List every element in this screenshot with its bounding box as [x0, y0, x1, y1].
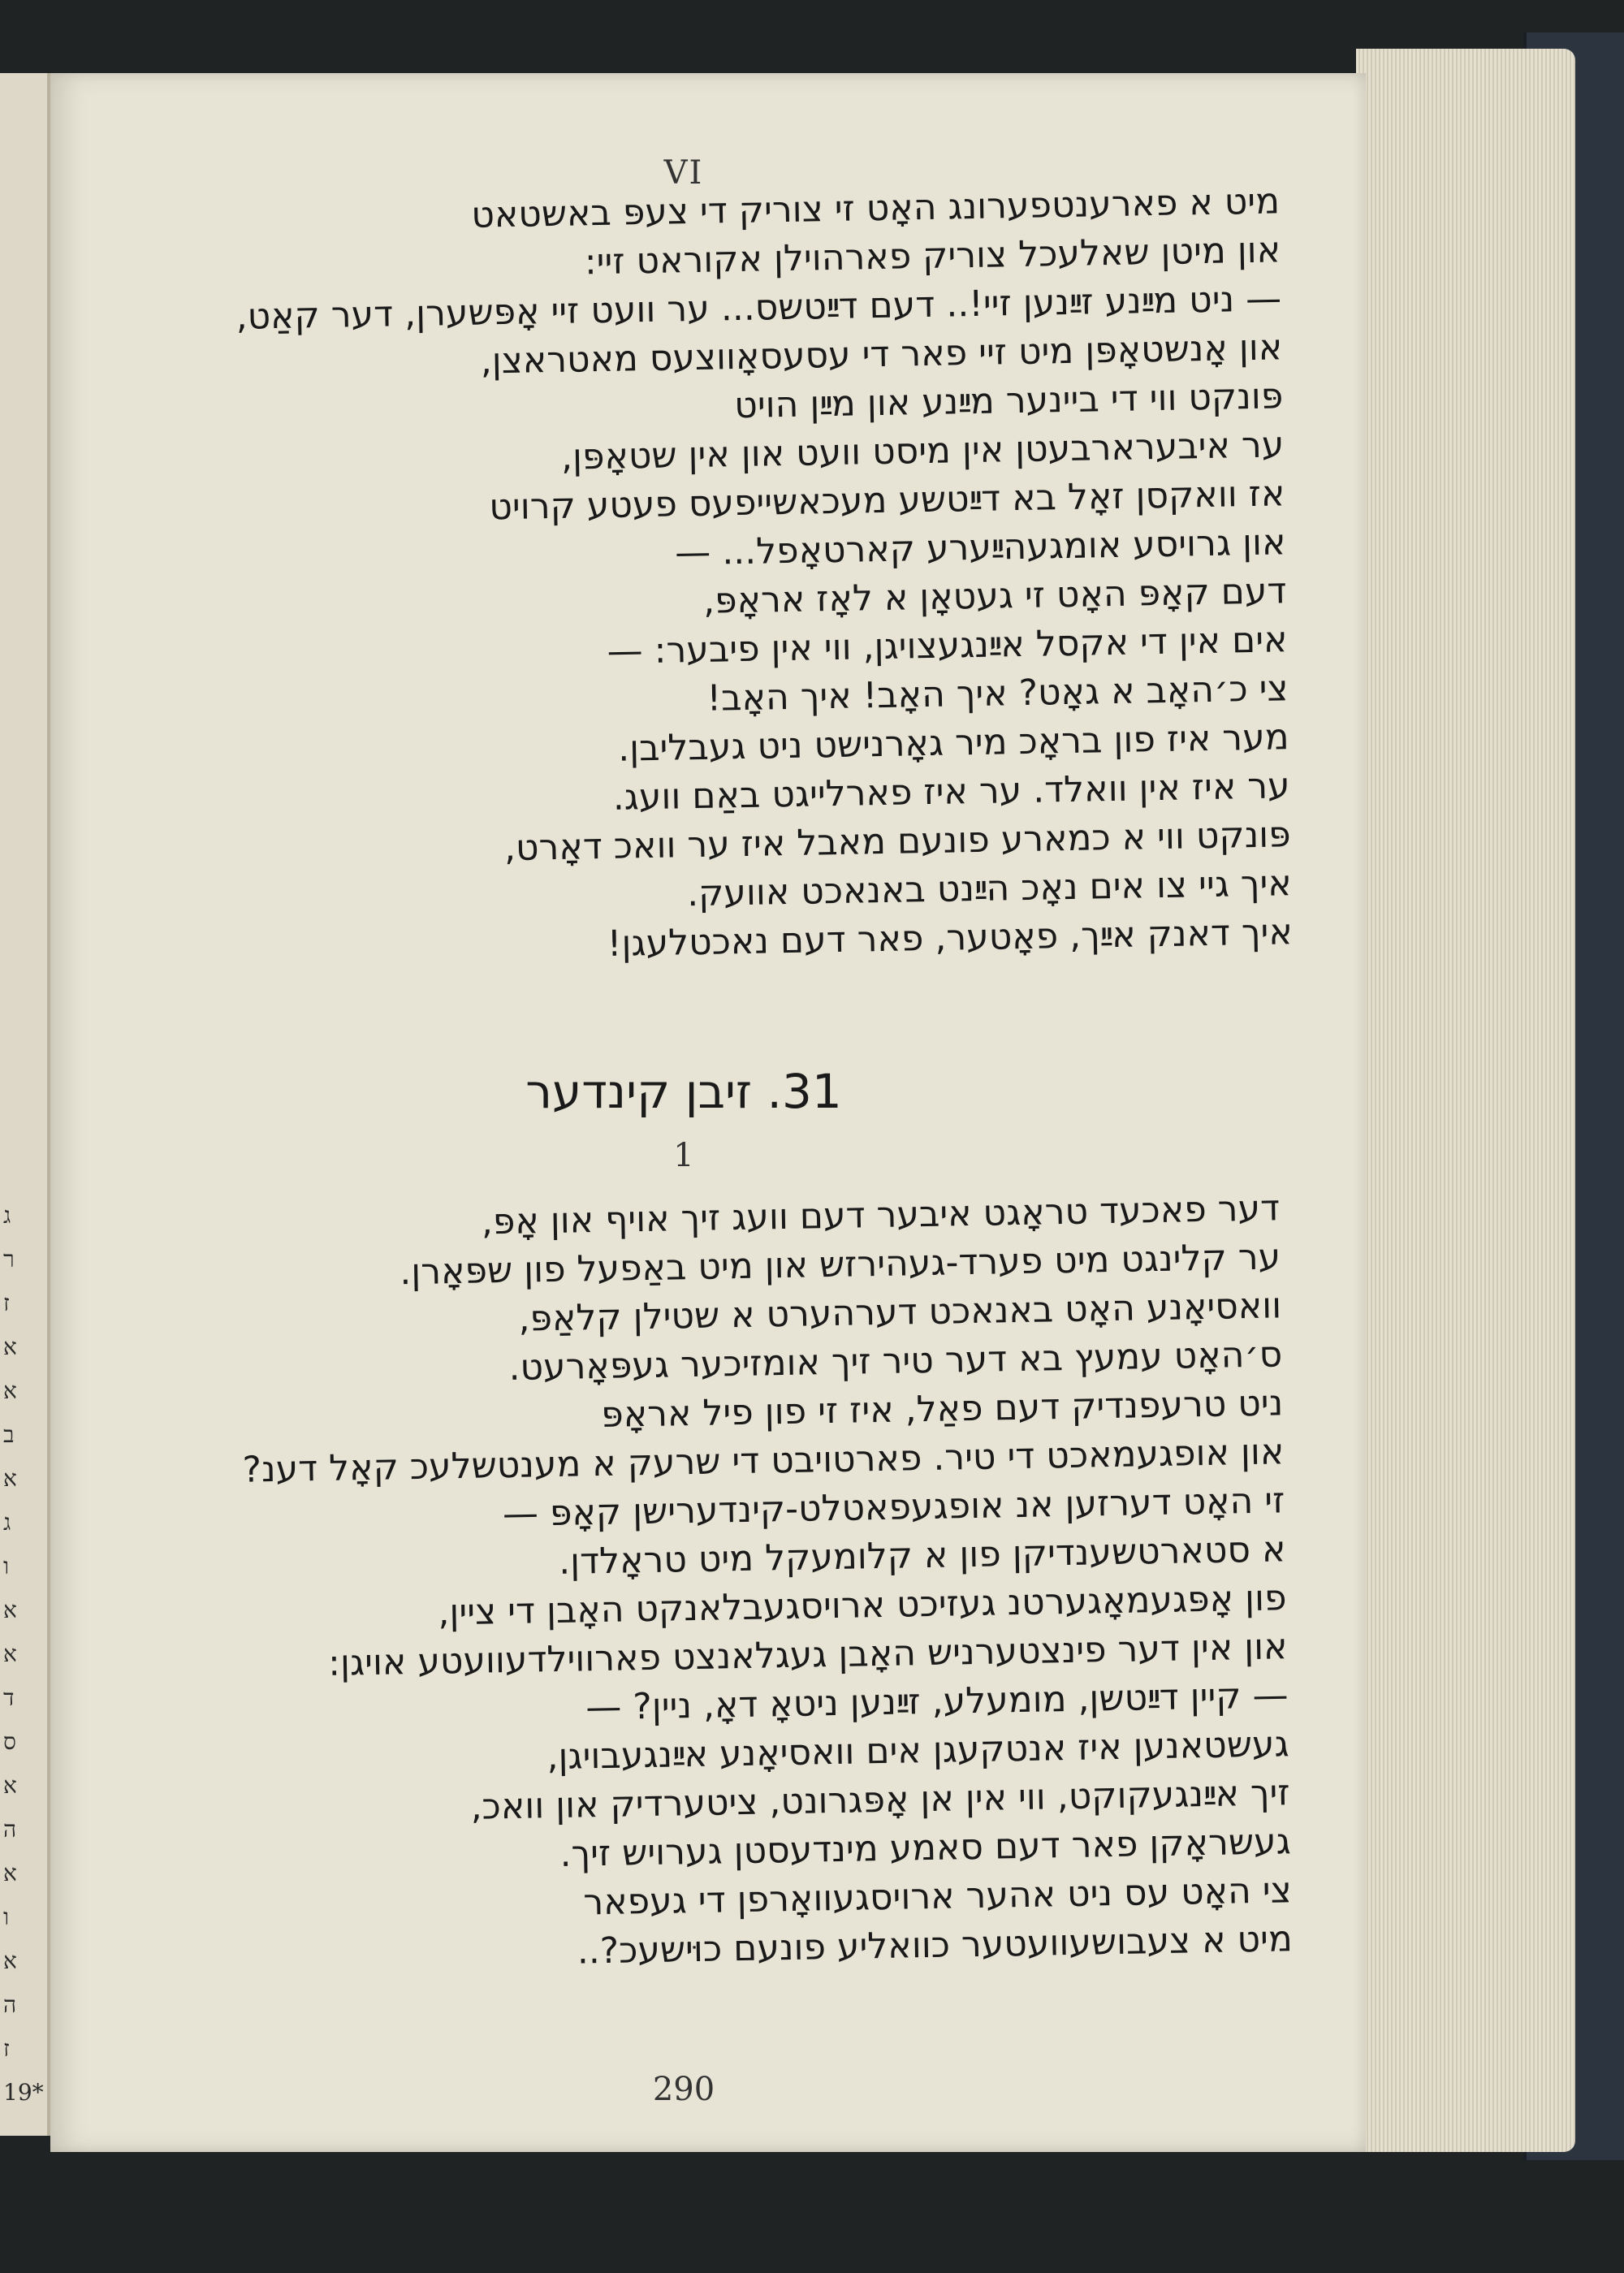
- poem-line: — ניט מײַנע זײַנען זיי!.. דעם דײַטשס... ער וועט זיי אָפּשערן, דער קאַט,: [235, 278, 1282, 338]
- poem-line: מיט א צעבושעוועטער כוואליע פונעם כוּישעכ?..: [577, 1918, 1294, 1973]
- poem-line: א סטארטשענדיקן פון א קלומעקל מיט טראָלדן.: [558, 1528, 1286, 1583]
- poem-line: זי האָט דערזען אנ אופגעפאטלט-קינדערישן קאָפּ —: [502, 1480, 1285, 1536]
- poem-line: געשטאנען איז אנטקעגן אים וואסיאָנע אײַנגעבויגן,: [546, 1723, 1289, 1778]
- previous-page-fragment: א: [3, 1772, 17, 1799]
- previous-page-fragment: ז: [3, 2035, 10, 2062]
- poem-line: צי האָט עס ניט אהער ארויסגעוואָרפן די געפאר: [582, 1869, 1293, 1924]
- poem-line: ער איבערארבעטן אין מיסט וועט און אין שטאָפּן,: [560, 424, 1285, 478]
- poem-line: און אופגעמאכט די טיר. פארטויבט די שרעק א מענטשלעכ קאָל דענ?: [242, 1431, 1285, 1491]
- poem-line: ס׳האָט עמעץ בא דער טיר זיך אומזיכער געפּאָרעט.: [508, 1333, 1283, 1389]
- poem-line: וואסיאָנע האָט באנאכט דערהערט א שטילן קלאַפּ,: [518, 1285, 1282, 1340]
- previous-page-fragment: ס: [3, 1728, 16, 1755]
- poem-line: מער איז פון בראָכ מיר גאָרנישט ניט געבליבן.: [617, 716, 1289, 770]
- previous-page-fragment: ה: [3, 1816, 17, 1843]
- previous-page-fragment: ז: [3, 1290, 10, 1316]
- poem-stanza-continued: [192, 177, 1294, 975]
- previous-page-fragment: ג: [3, 1509, 11, 1536]
- poem-line: איך גיי צו אים נאָכ הײַנט באנאכט אוועק.: [686, 862, 1293, 915]
- previous-page-margin: [0, 73, 50, 2136]
- page-header-number: VI: [663, 154, 704, 192]
- previous-page-fragment: ג: [3, 1202, 11, 1229]
- previous-page-fragment: א: [3, 1597, 17, 1623]
- book-page: [50, 73, 1366, 2152]
- page-edges: [1356, 49, 1575, 2152]
- poem-line: געשראָקן פאר דעם סאמע מינדעסטן גערויש זיך.: [559, 1821, 1292, 1875]
- poem-line: פון אָפּגעמאָגערטנ געזיכט ארויסגעבלאנקט האָבן די ציין,: [437, 1577, 1287, 1634]
- poem-line: און גרויסע אומגעהײַערע קארטאָפל... —: [674, 521, 1286, 574]
- previous-page-fragment: ו: [3, 1553, 10, 1579]
- previous-page-fragment: ה: [3, 1991, 17, 2018]
- previous-page-fragment: א: [3, 1377, 17, 1404]
- poem-line: אים אין די אקסל אײַנגעצויגן, ווי אין פיבער: —: [607, 619, 1288, 672]
- previous-page-fragment: ר: [3, 1246, 15, 1273]
- previous-page-fragment: א: [3, 1640, 17, 1667]
- previous-page-fragment: א: [3, 1465, 17, 1492]
- poem-line: און אָנשטאָפּן מיט זיי פאר די עסעסאָווצעס מאטראצן,: [480, 326, 1283, 382]
- previous-page-fragment: 19*: [3, 2079, 44, 2106]
- poem-line: פּונקט ווי א כמארע פונעם מאבל איז ער וואכ דאָרט,: [503, 814, 1292, 870]
- previous-page-fragment: ו: [3, 1904, 10, 1930]
- poem-line: ער איז אין וואלד. ער איז פארלייגט באַם וועג.: [612, 765, 1291, 819]
- previous-page-fragment: א: [3, 1947, 17, 1974]
- poem-line: און אין דער פינצטערניש האָבן געגלאנצט פארווילדעוועטע אויגן:: [327, 1626, 1288, 1684]
- poem-stanza-new: [192, 1184, 1294, 1982]
- poem-line: זיך אײַנגעקוקט, ווי אין אן אָפּגרונט, ציטערדיק און וואכ,: [470, 1772, 1291, 1828]
- section-number: 1: [673, 1137, 694, 1174]
- poem-line: ניט טרעפנדיק דעם פאַל, איז זי פון פיל אראָפּ: [600, 1382, 1284, 1436]
- poem-line: צי כ׳האָב א גאָט? איך האָב! איך האָב!: [706, 668, 1289, 719]
- poem-line: איך דאנק אײַך, פאָטער, פאר דעם נאכטלעגן!: [607, 911, 1294, 965]
- previous-page-fragment: א: [3, 1860, 17, 1886]
- previous-page-fragment: ב: [3, 1421, 15, 1448]
- previous-page-fragment: ד: [3, 1684, 15, 1711]
- poem-line: דער פאכעד טראָגט איבער דעם וועג זיך אויף און אָפּ,: [481, 1187, 1281, 1243]
- poem-line: פּונקט ווי די ביינער מײַנע און מײַן הויט: [733, 375, 1284, 427]
- poem-line: — קיין דײַטשן, מומעלע, זײַנען ניטאָ דאָ, ניין? —: [585, 1675, 1289, 1729]
- poem-line: און מיטן שאלעכל צוריק פארהוילן אקוראט זיי:: [584, 229, 1281, 283]
- page-number: 290: [652, 2071, 715, 2108]
- previous-page-fragment: א: [3, 1333, 17, 1360]
- poem-line: אז וואקסן זאָל בא דײַטשע מעכאשייפעס פעטע קרויט: [488, 473, 1285, 529]
- poem-line: ער קלינגט מיט פערד-געהירזש און מיט באַפעל פון שפּאָרן.: [399, 1236, 1281, 1294]
- poem-title: 31. זיבן קינדער: [525, 1064, 842, 1119]
- poem-line: מיט א פארענטפערונג האָט זי צוריק די צעפּ באשטאט: [470, 180, 1281, 236]
- poem-line: דעם קאָפּ האָט זי געטאָן א לאָז אראָפּ,: [702, 570, 1287, 622]
